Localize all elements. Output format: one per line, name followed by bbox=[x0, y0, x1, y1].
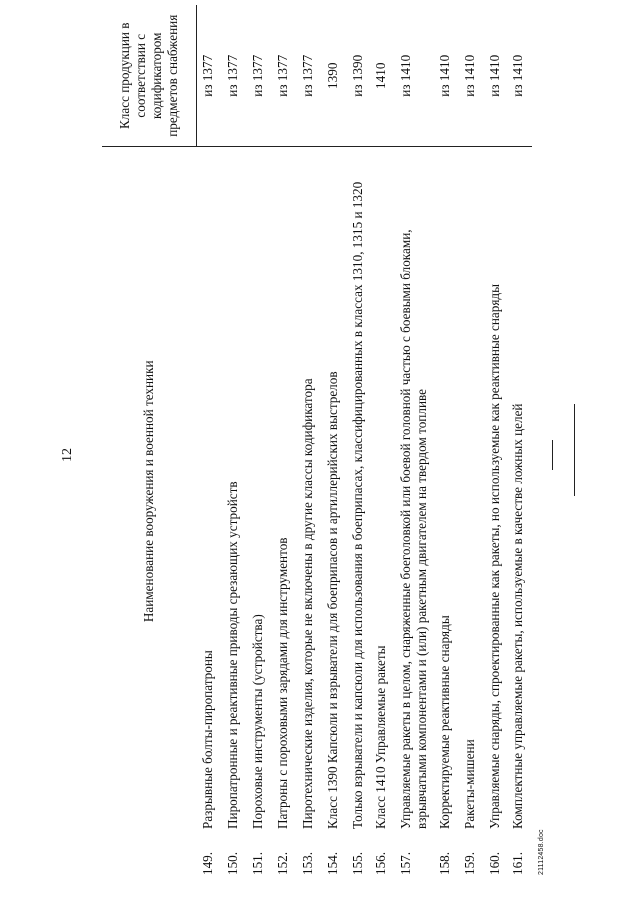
header-number bbox=[102, 835, 197, 875]
row-name: Патроны с пороховыми зарядами для инструментов bbox=[275, 537, 290, 829]
row-number: 156. bbox=[373, 851, 388, 875]
row-name: Ракеты-мишени bbox=[462, 739, 477, 829]
table-row bbox=[247, 5, 272, 875]
table-row bbox=[272, 5, 297, 875]
row-number: 151. bbox=[250, 851, 265, 875]
table-row bbox=[434, 5, 459, 875]
row-name: Пиропатронные и реактивные приводы срезающих устройств bbox=[225, 481, 240, 829]
row-class-code: из 1410 bbox=[484, 5, 507, 147]
table-row bbox=[197, 5, 223, 875]
table-row bbox=[322, 5, 347, 875]
row-number: 152. bbox=[275, 851, 290, 875]
row-class-code: из 1377 bbox=[222, 5, 247, 147]
table-header-row bbox=[102, 5, 197, 875]
row-class-code: из 1390 bbox=[347, 5, 370, 147]
row-number: 155. bbox=[350, 851, 365, 875]
row-class-code: из 1410 bbox=[507, 5, 532, 147]
row-class-code: из 1377 bbox=[272, 5, 297, 147]
row-class-code: 1390 bbox=[322, 5, 347, 147]
table-row bbox=[347, 5, 370, 875]
row-class-code: 1410 bbox=[370, 5, 395, 147]
row-name: Корректируемые реактивные снаряды bbox=[437, 615, 452, 829]
table-row bbox=[395, 5, 434, 875]
row-class-code: из 1410 bbox=[434, 5, 459, 147]
classification-table bbox=[102, 5, 532, 875]
row-name: Класс 1390 Капсюли и взрыватели для боеприпасов и артиллерийских выстрелов bbox=[325, 371, 340, 829]
header-name: Наименование вооружения и военной техники bbox=[141, 360, 157, 623]
row-name: Управляемые снаряды, спроектированные как ракеты, но используемые как реактивные снаряды bbox=[487, 284, 502, 829]
row-name: Комплектные управляемые ракеты, используемые в качестве ложных целей bbox=[510, 403, 525, 829]
file-identifier: 21112458.doc bbox=[538, 829, 545, 875]
table-row bbox=[484, 5, 507, 875]
row-number: 160. bbox=[487, 851, 502, 875]
table-row bbox=[297, 5, 322, 875]
row-class-code: из 1410 bbox=[459, 5, 484, 147]
row-name: Пиротехнические изделия, которые не включены в другие классы кодификатора bbox=[300, 378, 315, 829]
row-class-code: из 1377 bbox=[297, 5, 322, 147]
row-number: 154. bbox=[325, 851, 340, 875]
row-number: 153. bbox=[300, 851, 315, 875]
row-number: 159. bbox=[462, 851, 477, 875]
table-row bbox=[459, 5, 484, 875]
end-rule-2 bbox=[552, 440, 553, 470]
row-number: 157. bbox=[398, 851, 413, 875]
row-class-code: из 1377 bbox=[247, 5, 272, 147]
row-number: 150. bbox=[225, 851, 240, 875]
row-name: Класс 1410 Управляемые ракеты bbox=[373, 645, 388, 829]
row-name: Пороховые инструменты (устройства) bbox=[250, 614, 265, 829]
row-name: Разрывные болты-пиропатроны bbox=[199, 650, 215, 829]
rotated-page bbox=[60, 5, 550, 875]
row-name: Только взрыватели и капсюли для использования в боеприпасах, классифицированных в классах 1310, 1315 и 1320 bbox=[350, 181, 365, 829]
row-number: 161. bbox=[510, 851, 525, 875]
armament-table bbox=[102, 5, 532, 875]
table-row bbox=[370, 5, 395, 875]
page-number: 12 bbox=[60, 448, 75, 462]
end-rule-1 bbox=[574, 404, 575, 496]
row-class-code: из 1377 bbox=[197, 5, 223, 147]
row-class-code: из 1410 bbox=[395, 5, 434, 147]
row-number: 158. bbox=[437, 851, 452, 875]
header-class: Класс продукции в соответствии с кодификатором предметов снабжения bbox=[102, 5, 197, 147]
row-number: 149. bbox=[199, 851, 215, 875]
table-row bbox=[507, 5, 532, 875]
row-name: Управляемые ракеты в целом, снаряженные боеголовкой или боевой головной частью с боевыми блоками, взрывчатыми компонентами и (или) ракетным двигателем на твердом топливе bbox=[398, 229, 429, 829]
table-row bbox=[222, 5, 247, 875]
